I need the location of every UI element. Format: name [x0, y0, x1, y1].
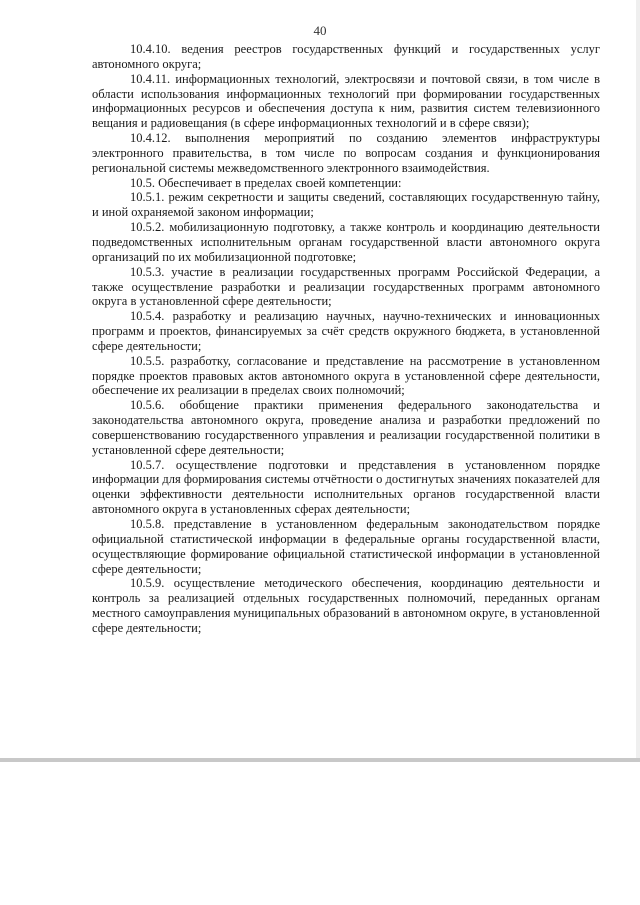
body-text — [92, 42, 600, 636]
paragraph: 10.5.7. осуществление подготовки и представления в установленном порядке информации для формирования системы отчётности о достигнутых значениях показателей для оценки эффективности деятельности исполнительных органов государственной власти автономного округа в установленных сферах деятельности; — [92, 457, 600, 517]
page-number: 40 — [313, 23, 327, 38]
paragraph: 10.4.10. ведения реестров государственных функций и государственных услуг автономного округа; — [92, 42, 600, 71]
paragraph: 10.5.5. разработку, согласование и представление на рассмотрение в установленном порядке проектов правовых актов автономного округа в установленной сфере деятельности, обеспечение их реализации в пределах своих полномочий; — [92, 353, 600, 398]
blank-area — [0, 762, 640, 905]
paragraph: 10.4.11. информационных технологий, электросвязи и почтовой связи, в том числе в области использования информационных технологий при формировании государственных информационных ресурсов и обеспечения доступа к ним, развития систем телевизионного вещания и радиовещания (в сфере информационных технологий и в сфере связи); — [92, 71, 600, 131]
paragraph: 10.5.8. представление в установленном федеральным законодательством порядке официальной статистической информации в федеральные органы государственной власти, осуществляющие формирование официальной статистической информации в установленной сфере деятельности; — [92, 517, 600, 576]
paragraph: 10.5.1. режим секретности и защиты сведений, составляющих государственную тайну, и иной охраняемой законом информации; — [92, 190, 600, 220]
paragraph: 10.5.3. участие в реализации государственных программ Российской Федерации, а также осуществление разработки и реализации государственных программ автономного округа в установленной сфере деятельности; — [92, 264, 600, 309]
paragraph: 10.5. Обеспечивает в пределах своей компетенции: — [130, 175, 402, 190]
scan-edge — [636, 0, 640, 758]
paragraph: 10.5.2. мобилизационную подготовку, а также контроль и координацию деятельности подведомственных исполнительным органам государственной власти автономного округа организаций по их мобилизационной подготовке; — [92, 220, 600, 264]
paragraph: 10.5.4. разработку и реализацию научных, научно-технических и инновационных программ и проектов, финансируемых за счёт средств окружного бюджета, в установленной сфере деятельности; — [92, 309, 600, 353]
paragraph: 10.5.6. обобщение практики применения федерального законодательства и законодательства автономного округа, проведение анализа и разработки предложений по совершенствованию государственного управления и реализации государственной политики в установленной сфере деятельности; — [92, 398, 600, 457]
paragraph: 10.4.12. выполнения мероприятий по созданию элементов инфраструктуры электронного правительства, в том числе по вопросам создания и функционирования региональной системы межведомственного электронного взаимодействия. — [92, 131, 600, 175]
paragraph: 10.5.9. осуществление методического обеспечения, координацию деятельности и контроль за реализацией отдельных государственных полномочий, переданных органам местного самоуправления муниципальных образований в автономном округе, в установленной сфере деятельности; — [92, 576, 600, 635]
